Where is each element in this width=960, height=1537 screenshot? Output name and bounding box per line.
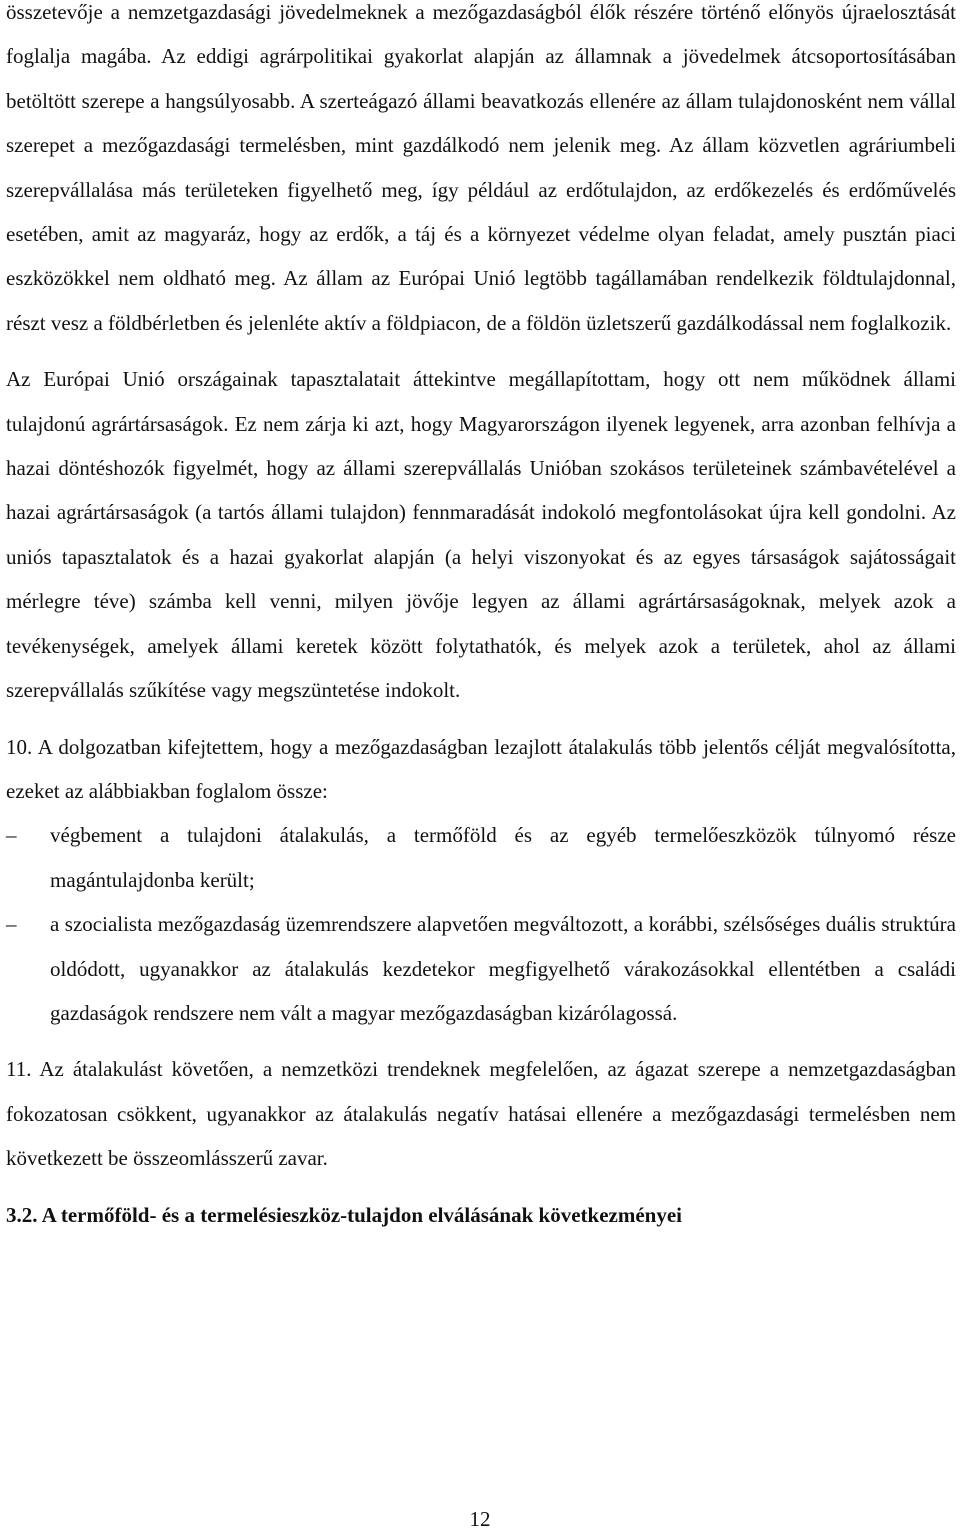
section-heading: 3.2. A termőföld- és a termelésieszköz-tulajdon elválásának következményei: [6, 1202, 682, 1227]
page-number: 12: [469, 1507, 491, 1531]
bullet-text-2: a szocialista mezőgazdaság üzemrendszere alapvetően megváltozott, a korábbi, szélsőséges duális struktúra oldódott, ugyanakkor az átalakulás kezdetekor megfigyelhető várakozásokkal ellentétben a családi gazdaságok rendszere nem vált a magyar mezőgazdaságban kizárólagossá.: [50, 912, 956, 1025]
dash-icon: –: [6, 912, 17, 937]
numbered-paragraph-10: 10. A dolgozatban kifejtettem, hogy a mezőgazdaságban lezajlott átalakulás több jelentős célját megvalósította, ezeket az alábbiakban foglalom össze:: [6, 734, 956, 803]
document-page: [6, 0, 956, 1237]
body-paragraph-2: Az Európai Unió országainak tapasztalatait áttekintve megállapítottam, hogy ott nem működnek állami tulajdonú agrártársaságok. Ez nem zárja ki azt, hogy Magyarországon ilyenek legyenek, arra azonban felhívja a hazai döntéshozók figyelmét, hogy az állami szerepvállalás Unióban szokásos területeinek számbavételével a hazai agrártársaságok (a tartós állami tulajdon) fennmaradását indokoló megfontolásokat újra kell gondolni. Az uniós tapasztalatok és a hazai gyakorlat alapján (a helyi viszonyokat és az egyes társaságok sajátosságait mérlegre téve) számba kell venni, milyen jövője legyen az állami agrártársaságoknak, melyek azok a tevékenységek, amelyek állami keretek között folytathatók, és melyek azok a területek, ahol az állami szerepvállalás szűkítése vagy megszüntetése indokolt.: [6, 367, 956, 703]
bullet-item-1: [6, 813, 956, 902]
body-paragraph-1: összetevője a nemzetgazdasági jövedelmeknek a mezőgazdaságból élők részére történő előnyös újraelosztását foglalja magába. Az eddigi agrárpolitikai gyakorlat alapján az államnak a jövedelmek átcsoportosításában betöltött szerepe a hangsúlyosabb. A szerteágazó állami beavatkozás ellenére az állam tulajdonosként nem vállal szerepet a mezőgazdasági termelésben, mint gazdálkodó nem jelenik meg. Az állam közvetlen agráriumbeli szerepvállalása más területeken figyelhető meg, így például az erdőtulajdon, az erdőkezelés és erdőművelés esetében, amit az magyaráz, hogy az erdők, a táj és a környezet védelme olyan feladat, amely pusztán piaci eszközökkel nem oldható meg. Az állam az Európai Unió legtöbb tagállamában rendelkezik földtulajdonnal, részt vesz a földbérletben és jelenléte aktív a földpiacon, de a földön üzletszerű gazdálkodással nem foglalkozik.: [6, 0, 956, 335]
bullet-text-1: végbement a tulajdoni átalakulás, a termőföld és az egyéb termelőeszközök túlnyomó része magántulajdonba került;: [50, 823, 956, 892]
numbered-paragraph-11: 11. Az átalakulást követően, a nemzetközi trendeknek megfelelően, az ágazat szerepe a nemzetgazdaságban fokozatosan csökkent, ugyanakkor az átalakulás negatív hatásai ellenére a mezőgazdasági termelésben nem következett be összeomlásszerű zavar.: [6, 1057, 956, 1171]
bullet-item-2: [6, 902, 956, 1035]
dash-icon: –: [6, 823, 17, 848]
